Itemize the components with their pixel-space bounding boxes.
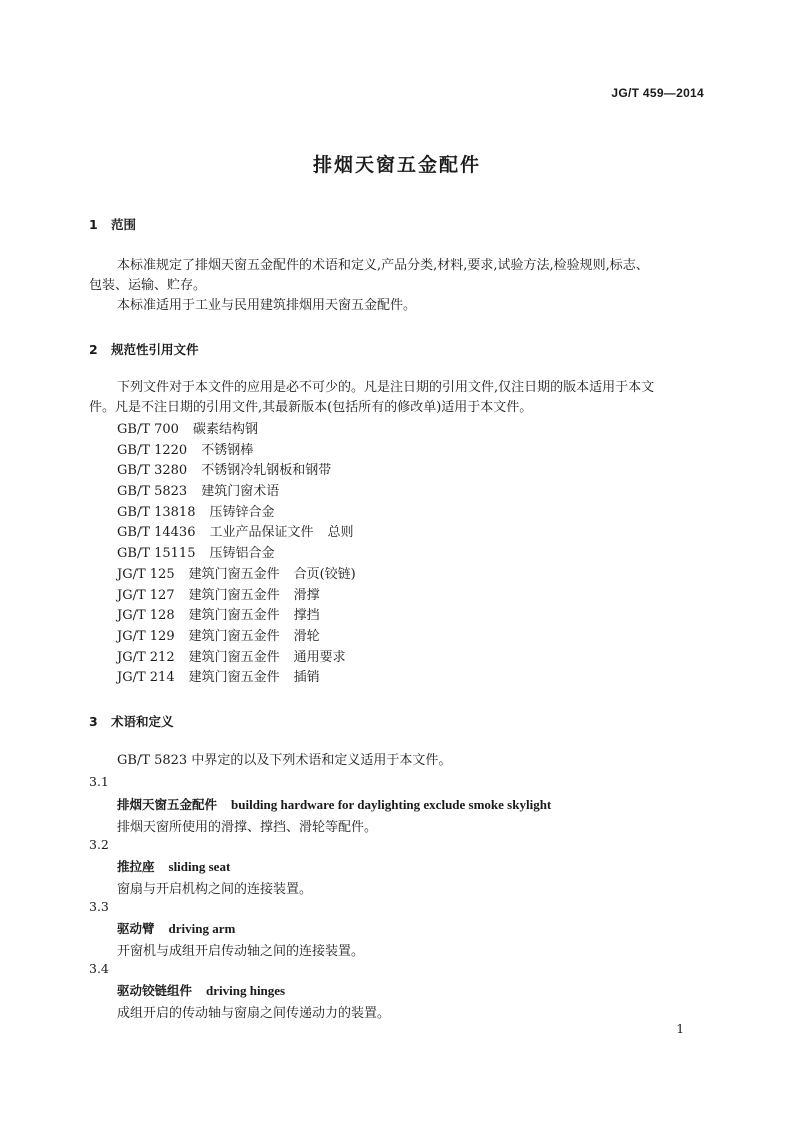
reference-name: 建筑门窗五金件 [188, 670, 280, 686]
reference-part: 撑挡 [293, 608, 320, 624]
reference-item [117, 441, 356, 462]
text-line: 件。凡是不注日期的引用文件,其最新版本(包括所有的修改单)适用于本文件。 [89, 400, 533, 415]
term-name-zh: 驱动铰链组件 [117, 983, 193, 998]
term-name-en: sliding seat [168, 859, 231, 874]
reference-name: 建筑门窗五金件 [188, 566, 280, 582]
reference-name: 工业产品保证文件 [209, 525, 314, 541]
section-heading-scope [89, 215, 136, 233]
reference-part: 通用要求 [293, 649, 346, 665]
term-number: 3.1 [89, 774, 109, 789]
reference-code: JG/T 212 [117, 649, 175, 665]
reference-name: 压铸锌合金 [209, 504, 275, 520]
text-line: 下列文件对于本文件的应用是必不可少的。凡是注日期的引用文件,仅注日期的版本适用于本文 [117, 380, 655, 395]
reference-code: GB/T 14436 [117, 525, 196, 541]
term-heading [117, 919, 235, 937]
term-name-zh: 驱动臂 [117, 921, 155, 936]
reference-name: 建筑门窗五金件 [188, 587, 280, 603]
reference-item [117, 648, 356, 669]
reference-item [117, 420, 356, 441]
section-title: 范围 [111, 217, 137, 232]
reference-part: 滑撑 [293, 587, 320, 603]
term-definition: 成组开启的传动轴与窗扇之间传递动力的装置。 [117, 1006, 391, 1021]
section-heading-terms [89, 712, 174, 730]
term-name-zh: 排烟天窗五金配件 [117, 797, 218, 812]
term-name-zh: 推拉座 [117, 859, 155, 874]
standard-code: JG/T 459—2014 [611, 86, 704, 100]
reference-code: GB/T 3280 [117, 463, 188, 479]
section-number: 2 [89, 342, 98, 357]
text-line: 本标准适用于工业与民用建筑排烟用天窗五金配件。 [117, 298, 417, 313]
term-definition: 开窗机与成组开启传动轴之间的连接装置。 [117, 944, 365, 959]
reference-code: GB/T 700 [117, 422, 179, 437]
page-number: 1 [676, 1022, 684, 1036]
section-title: 规范性引用文件 [111, 342, 199, 357]
term-name-en: driving arm [168, 921, 236, 936]
terms-intro [89, 751, 713, 771]
reference-name: 不锈钢棒 [201, 442, 254, 458]
reference-part: 合页(铰链) [293, 566, 356, 582]
reference-name: 建筑门窗术语 [201, 484, 280, 500]
reference-code: JG/T 214 [117, 670, 175, 686]
reference-item [117, 482, 356, 503]
term-name-en: building hardware for daylighting exclude smoke skylight [231, 797, 552, 812]
reference-name: 碳素结构钢 [192, 422, 258, 437]
reference-code: JG/T 125 [117, 566, 175, 582]
scope-paragraph-2 [89, 296, 713, 316]
text-line: 包装、运输、贮存。 [89, 278, 207, 293]
document-title: 排烟天窗五金配件 [312, 154, 481, 176]
reference-item [117, 544, 356, 565]
section-number: 3 [89, 714, 98, 729]
reference-code: GB/T 1220 [117, 442, 188, 458]
normative-intro [89, 378, 713, 418]
term-heading [117, 981, 285, 999]
reference-name: 不锈钢冷轧钢板和钢带 [201, 463, 332, 479]
reference-name: 建筑门窗五金件 [188, 608, 280, 624]
reference-item [117, 668, 356, 689]
reference-item [117, 586, 356, 607]
reference-item [117, 627, 356, 648]
reference-code: GB/T 5823 [117, 484, 188, 500]
text-line: 本标准规定了排烟天窗五金配件的术语和定义,产品分类,材料,要求,试验方法,检验规则,标志、 [117, 258, 649, 273]
term-definition: 排烟天窗所使用的滑撑、撑挡、滑轮等配件。 [117, 820, 378, 835]
term-number: 3.2 [89, 837, 109, 852]
reference-code: JG/T 128 [117, 608, 175, 624]
section-heading-normative [89, 340, 199, 358]
term-definition: 窗扇与开启机构之间的连接装置。 [117, 882, 313, 897]
reference-name: 建筑门窗五金件 [188, 628, 280, 644]
reference-part: 滑轮 [293, 628, 320, 644]
reference-name: 压铸铝合金 [209, 546, 275, 562]
reference-part: 总则 [327, 525, 354, 541]
reference-code: JG/T 129 [117, 628, 175, 644]
reference-item [117, 606, 356, 627]
section-number: 1 [89, 217, 98, 232]
reference-code: GB/T 13818 [117, 504, 196, 520]
reference-item [117, 523, 356, 544]
reference-code: GB/T 15115 [117, 546, 196, 562]
reference-part: 插销 [293, 670, 320, 686]
term-number: 3.3 [89, 899, 109, 914]
reference-item [117, 565, 356, 586]
term-number: 3.4 [89, 961, 109, 976]
term-name-en: driving hinges [206, 983, 286, 998]
reference-code: JG/T 127 [117, 587, 175, 603]
text-line: GB/T 5823 中界定的以及下列术语和定义适用于本文件。 [117, 753, 452, 768]
term-heading [117, 857, 230, 875]
reference-list [117, 420, 356, 689]
term-heading [117, 795, 551, 813]
reference-item [117, 503, 356, 524]
scope-paragraph-1 [89, 256, 713, 296]
reference-item [117, 461, 356, 482]
reference-name: 建筑门窗五金件 [188, 649, 280, 665]
section-title: 术语和定义 [111, 714, 174, 729]
